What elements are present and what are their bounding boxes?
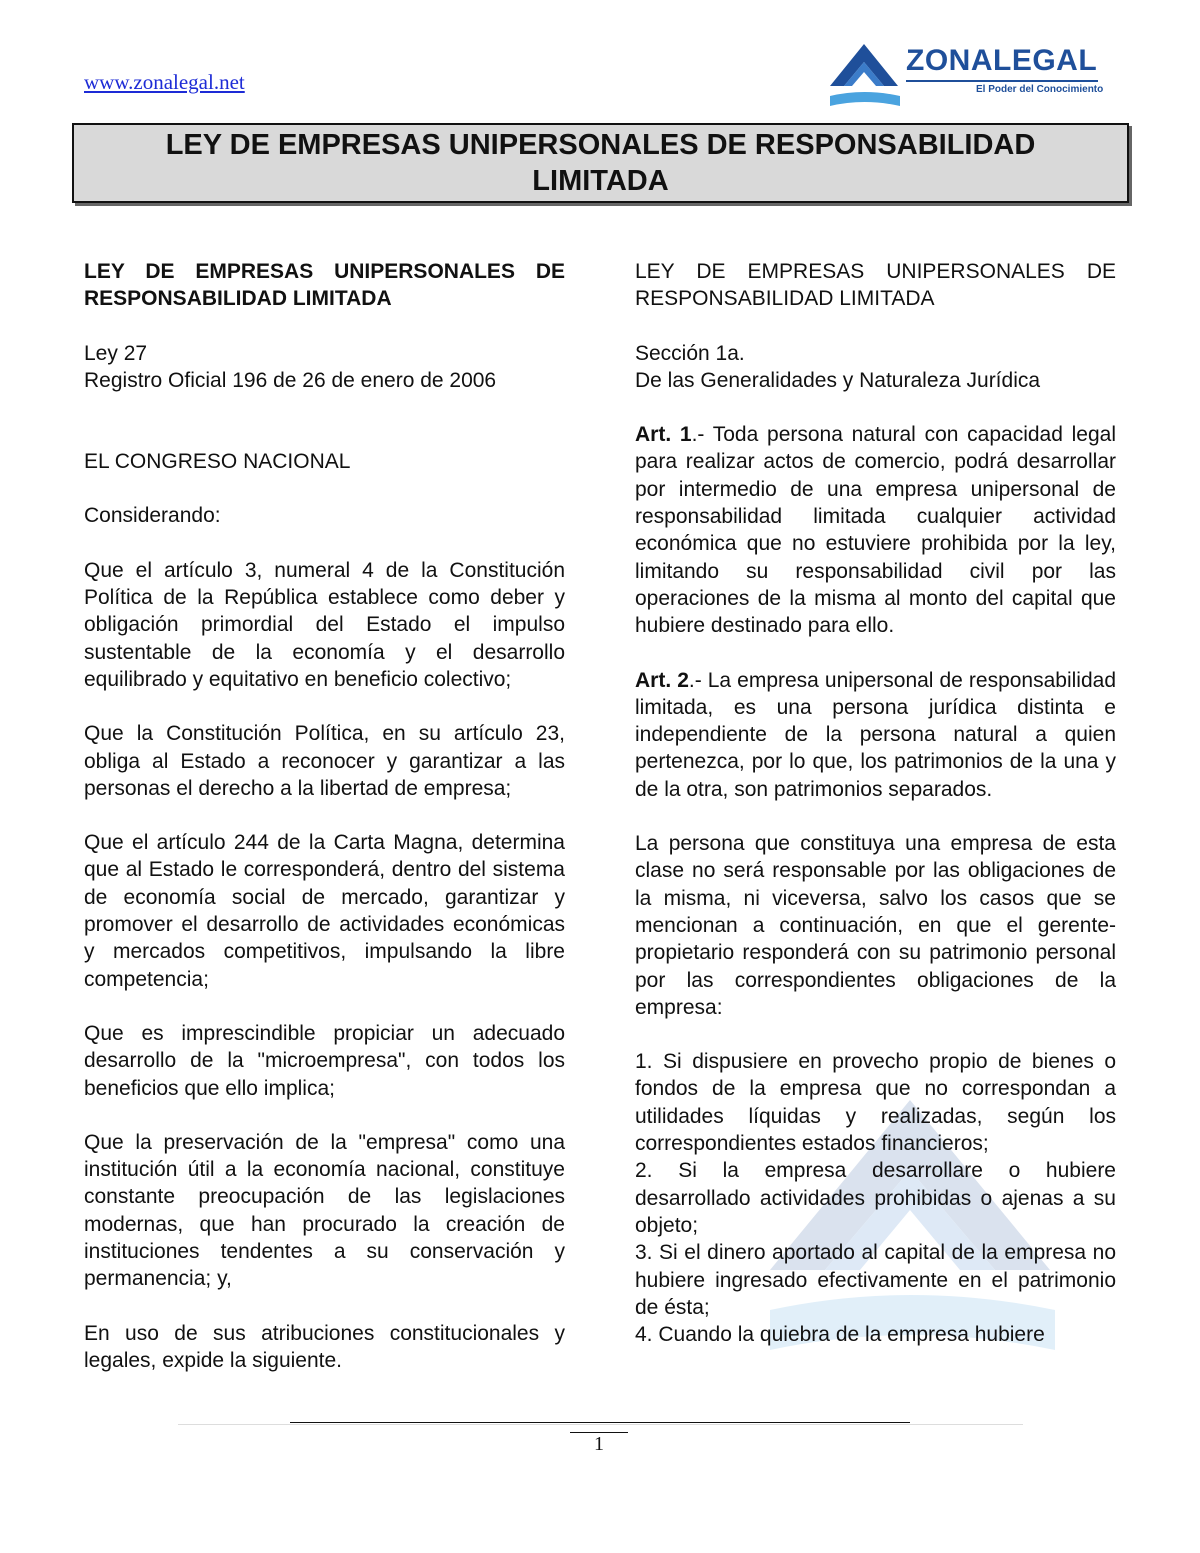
logo-rule (906, 80, 1098, 82)
site-link[interactable]: www.zonalegal.net (84, 70, 245, 94)
logo-tagline: El Poder del Conocimiento (976, 84, 1104, 95)
whereas-paragraph: Que el artículo 3, numeral 4 de la Constitución Política de la República establece como deber y obligación primordial del Estado el impulso sustentable de la economía y el desarrollo equilibrado y equitativo en beneficio colectivo; (84, 558, 565, 691)
article-2-label: Art. 2 (635, 668, 689, 692)
zonalegal-logo (826, 40, 1106, 112)
article-1-text: .- Toda persona natural con capacidad legal para realizar actos de comercio, podrá desarrollar por intermedio de una empresa unipersonal de responsabilidad limitada cualquier actividad económica que no estuviere prohibida por la ley, limitando su responsabilidad civil por las operaciones de la misma al monto del capital que hubiere destinado para ello. (635, 423, 1116, 638)
whereas-paragraph: Que la Constitución Política, en su artículo 23, obliga al Estado a reconocer y garantizar a las personas el derecho a la libertad de empresa; (84, 722, 565, 800)
whereas-paragraph: Que es imprescindible propiciar un adecuado desarrollo de la "microempresa", con todos los beneficios que ello implica; (84, 1021, 565, 1100)
article-2-text: .- La empresa unipersonal de responsabilidad limitada, es una persona jurídica distinta e independiente de la persona natural a quien pertenezca, por lo que, los patrimonios de la una y de la otra, son patrimonios separados. (635, 668, 1116, 801)
article-2 (635, 667, 1116, 803)
right-heading: LEY DE EMPRESAS UNIPERSONALES DE RESPONSABILIDAD LIMITADA (635, 260, 1116, 311)
law-number: Ley 27 (84, 341, 148, 365)
article-2-paragraph-2: La persona que constituya una empresa de esta clase no será responsable por las obligaciones de la misma, ni viceversa, salvo los casos que se mencionan a continuación, en que el gerente-propietario responderá con su patrimonio personal por las correspondientes obligaciones de la empresa: (635, 832, 1116, 1019)
title-box (72, 123, 1129, 203)
registry-line: Registro Oficial 196 de 26 de enero de 2006 (84, 368, 497, 392)
article-1 (635, 421, 1116, 639)
page-number: 1 (570, 1432, 628, 1456)
footer-rule (290, 1422, 910, 1423)
whereas-paragraph: Que el artículo 244 de la Carta Magna, determina que al Estado le corresponderá, dentro del sistema de economía social de mercado, garantizar y promover el desarrollo de actividades económicas y mercados competitivos, impulsando la libre competencia; (84, 831, 565, 991)
congress-heading: EL CONGRESO NACIONAL (84, 450, 351, 474)
enactment-paragraph: En uso de sus atribuciones constitucionales y legales, expide la siguiente. (84, 1321, 565, 1372)
logo-name: ZONALEGAL (906, 44, 1098, 77)
article-1-label: Art. 1 (635, 423, 692, 447)
page-title: LEY DE EMPRESAS UNIPERSONALES DE RESPONSABILIDAD LIMITADA (165, 129, 1036, 197)
list-item: 4. Cuando la quiebra de la empresa hubiere (635, 1323, 1045, 1347)
list-item: 2. Si la empresa desarrollare o hubiere desarrollado actividades prohibidas o ajenas a su objeto; (635, 1159, 1116, 1237)
whereas-paragraph: Que la preservación de la "empresa" como una institución útil a la economía nacional, constituye constante preocupación de las legislaciones modernas, que han procurado la creación de instituciones tendentes a su conservación y permanencia; y, (84, 1130, 565, 1291)
left-heading: LEY DE EMPRESAS UNIPERSONALES DE RESPONSABILIDAD LIMITADA (84, 260, 565, 311)
right-column (635, 258, 1116, 1348)
list-item: 1. Si dispusiere en provecho propio de bienes o fondos de la empresa que no correspondan a utilidades líquidas y realizadas, según los correspondientes estados financieros; (635, 1050, 1116, 1156)
footer-rule-faint (178, 1424, 1023, 1425)
section-label: Sección 1a. (635, 341, 745, 365)
list-item: 3. Si el dinero aportado al capital de la empresa no hubiere ingresado efectivamente en el patrimonio de ésta; (635, 1241, 1116, 1319)
section-title: De las Generalidades y Naturaleza Jurídica (635, 368, 1041, 392)
left-column (84, 258, 565, 1374)
logo-mark-icon (826, 40, 904, 112)
considering-label: Considerando: (84, 504, 221, 528)
